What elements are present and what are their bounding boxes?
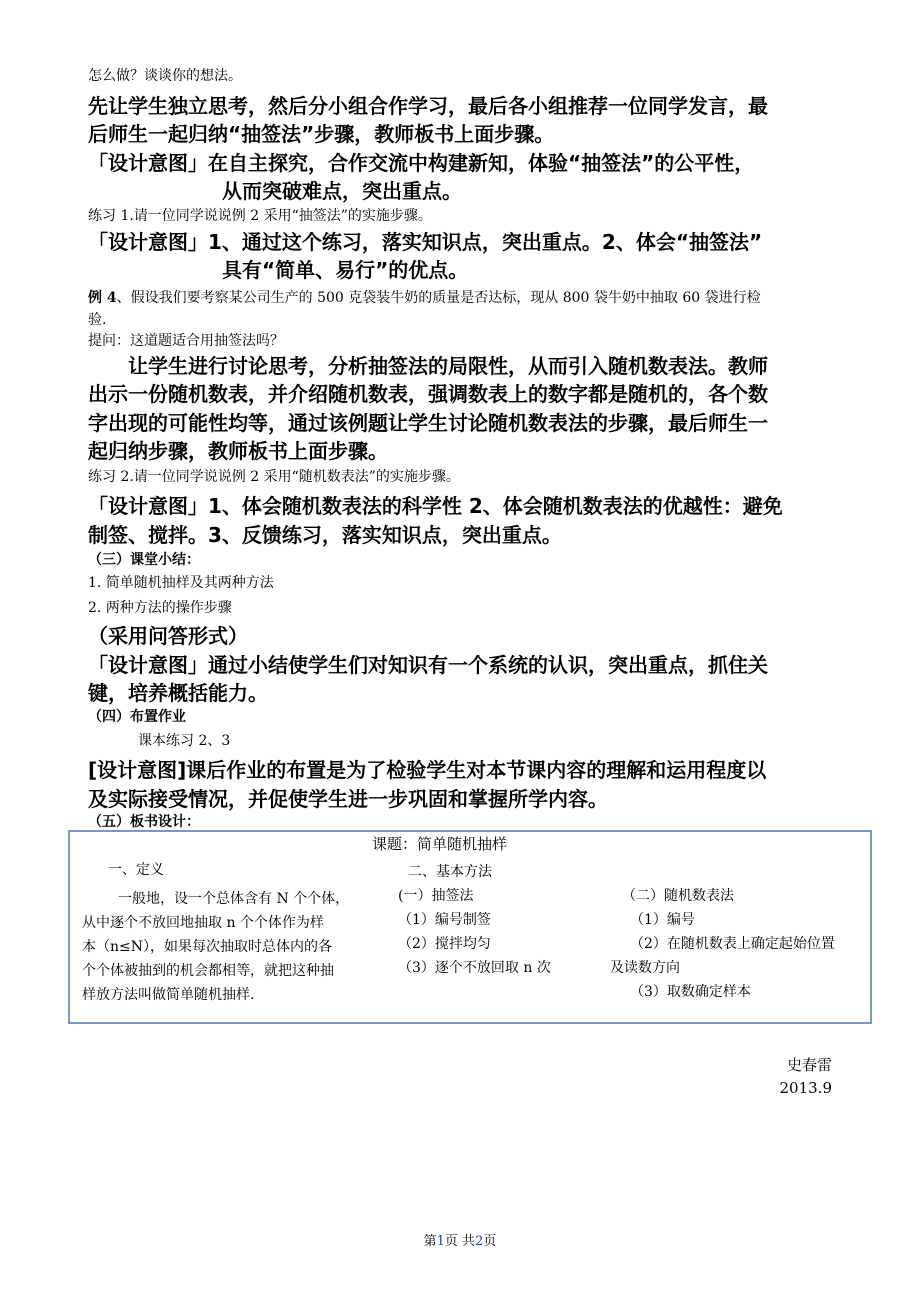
example-4 [88,288,761,308]
text-line: 起归纳步骤，教师板书上面步骤。 [88,439,388,463]
section-heading: （三）课堂小结： [88,552,200,568]
methods-heading: 二、基本方法 [408,864,492,880]
design-intent: [设计意图]课后作业的布置是为了检验学生对本节课内容的理解和运用程度以 [88,758,767,782]
question: 提问：这道题适合用抽签法吗？ [88,333,284,349]
current-page: 1 [436,1234,445,1249]
definition-text: 个个体被抽到的机会都相等，就把这种抽 [82,963,334,979]
text-line: 及实际接受情况，并促使学生进一步巩固和掌握所学内容。 [88,787,608,811]
method-2-step: （1）编号 [630,912,695,928]
board-title: 课题：简单随机抽样 [372,835,508,853]
text-line: 先让学生独立思考，然后分小组合作学习，最后各小组推荐一位同学发言，最 [88,94,768,118]
exercise-1: 练习 1.请一位同学说说例 2 采用“抽签法”的实施步骤。 [88,208,432,224]
text-line: 制签、搅拌。3、反馈练习，落实知识点，突出重点。 [88,523,562,547]
text-line: 从而突破难点，突出重点。 [222,179,462,203]
text-line: 出示一份随机数表，并介绍随机数表，强调数表上的数字都是随机的，各个数 [88,382,768,406]
design-intent: 「设计意图」在自主探究，合作交流中构建新知，体验“抽签法”的公平性， [88,151,755,175]
text-line: 验. [88,312,107,328]
example-text: 、假设我们要考察某公司生产的 500 克袋装牛奶的质量是否达标，现从 800 袋牛奶中抽取 60 袋进行检 [116,290,761,306]
method-1-heading: (一）抽签法 [398,888,474,904]
text-line: 后师生一起归纳“抽签法”步骤，教师板书上面步骤。 [88,122,555,146]
page-footer [0,1230,920,1249]
summary-item: 2. 两种方法的操作步骤 [88,600,232,616]
summary-item: 1. 简单随机抽样及其两种方法 [88,575,274,591]
design-intent: 「设计意图」1、通过这个练习，落实知识点，突出重点。2、体会“抽签法” [88,230,763,254]
design-intent: 「设计意图」1、体会随机数表法的科学性 2、体会随机数表法的优越性：避免 [88,494,783,518]
author-name: 史春雷 [786,1056,832,1074]
method-1-step: （3）逐个不放回取 n 次 [398,960,551,976]
definition-text: 样放方法叫做简单随机抽样. [82,987,255,1003]
definition-text: 一般地，设一个总体含有 N 个个体， [118,891,350,907]
section-heading: （四）布置作业 [88,709,186,725]
text-line: 具有“简单、易行”的优点。 [222,258,469,282]
footer-text: 页 共 [444,1234,476,1249]
method-2-heading: （二）随机数表法 [622,888,734,904]
text-line: 键，培养概括能力。 [88,681,268,705]
text-line: 让学生进行讨论思考，分析抽签法的局限性，从而引入随机数表法。教师 [128,354,768,378]
text-line: 字出现的可能性均等，通过该例题让学生讨论随机数表法的步骤，最后师生一 [88,411,768,435]
method-1-step: （1）编号制签 [398,912,491,928]
definition-text: 本（n≤N），如果每次抽取时总体内的各 [82,939,332,955]
blackboard-design [68,830,872,1024]
author-date: 2013.9 [779,1079,832,1097]
section-heading: （五）板书设计： [88,814,200,830]
footer-text: 页 [483,1234,497,1249]
footer-text: 第 [423,1234,437,1249]
text-line: （采用问答形式） [88,624,248,648]
method-2-step: 及读数方向 [610,960,680,976]
definition-text: 从中逐个不放回地抽取 n 个个体作为样 [82,915,324,931]
method-2-step: （3）取数确定样本 [630,984,751,1000]
method-2-step: （2）在随机数表上确定起始位置 [630,936,835,952]
text-line: 怎么做？谈谈你的想法。 [88,68,242,84]
homework: 课本练习 2、3 [138,733,231,749]
example-label: 例 4 [88,290,117,306]
total-pages: 2 [475,1234,484,1249]
method-1-step: （2）搅拌均匀 [398,936,491,952]
design-intent: 「设计意图」通过小结使学生们对知识有一个系统的认识，突出重点，抓住关 [88,653,768,677]
definition-heading: 一、定义 [108,862,164,878]
exercise-2: 练习 2.请一位同学说说例 2 采用“随机数表法”的实施步骤。 [88,469,460,485]
